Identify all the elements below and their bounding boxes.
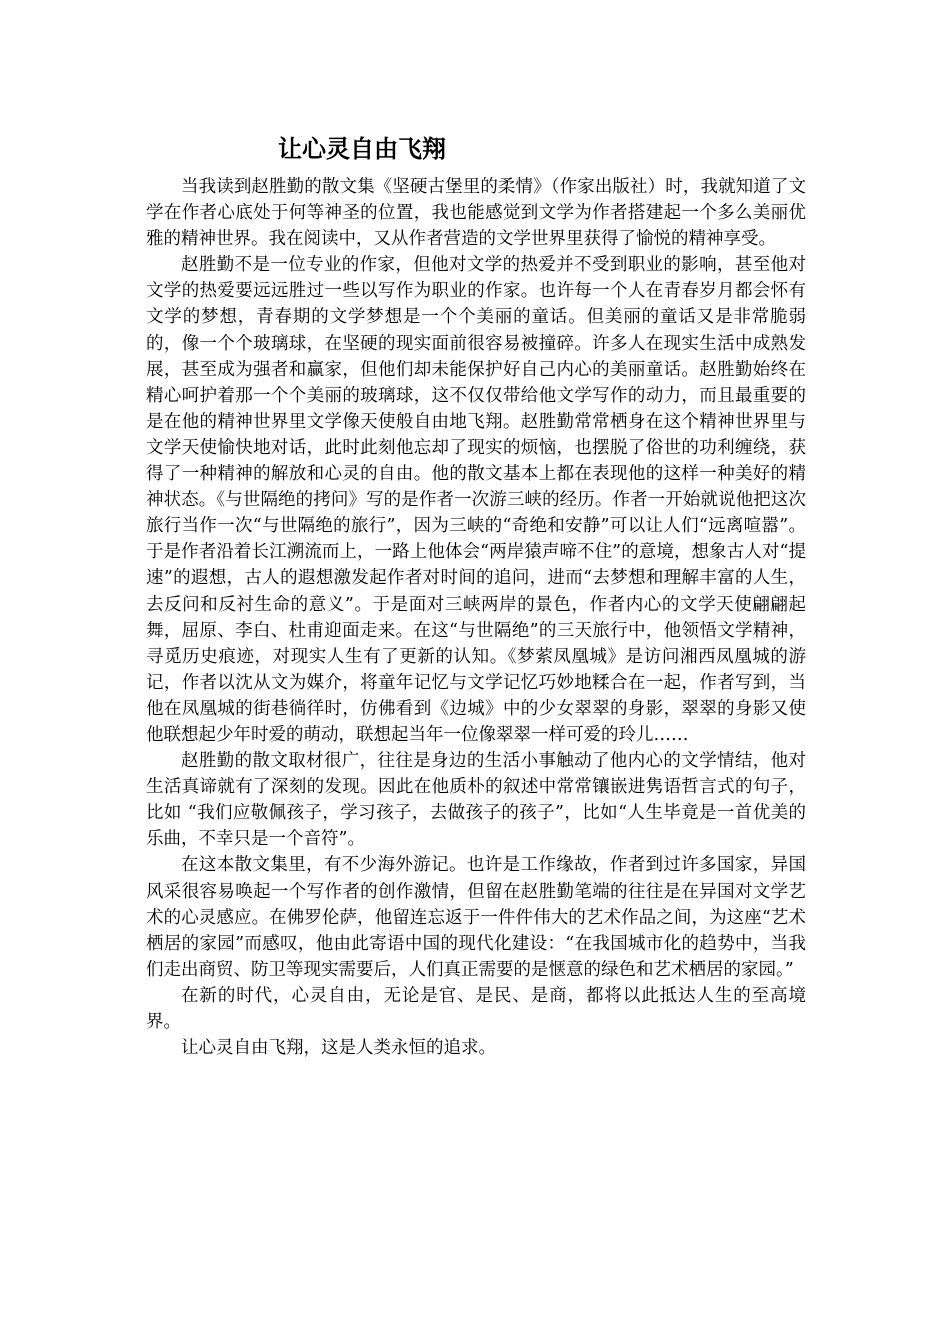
document-body bbox=[146, 174, 806, 1061]
paragraph: 在这本散文集里，有不少海外游记。也许是工作缘故，作者到过许多国家，异国风采很容易唤起一个写作者的创作激情，但留在赵胜勤笔端的往往是在异国对文学艺术的心灵感应。在佛罗伦萨，他留连忘返于一件件伟大的艺术作品之间，为这座“艺术栖居的家园”而感叹，他由此寄语中国的现代化建设：“在我国城市化的趋势中，当我们走出商贸、防卫等现实需要后，人们真正需要的是惬意的绿色和艺术栖居的家园。” bbox=[146, 855, 806, 980]
document-title: 让心灵自由飞翔 bbox=[278, 135, 446, 163]
paragraph: 赵胜勤不是一位专业的作家，但他对文学的热爱并不受到职业的影响，甚至他对文学的热爱要远远胜过一些以写作为职业的作家。也许每一个人在青春岁月都会怀有文学的梦想，青春期的文学梦想是一个个美丽的童话。但美丽的童话又是非常脆弱的，像一个个玻璃球，在坚硬的现实面前很容易被撞碎。许多人在现实生活中成熟发展，甚至成为强者和赢家，但他们却未能保护好自己内心的美丽童话。赵胜勤始终在精心呵护着那一个个美丽的玻璃球，这不仅仅带给他文学写作的动力，而且最重要的是在他的精神世界里文学像天使般自由地飞翔。赵胜勤常常栖身在这个精神世界里与文学天使愉快地对话，此时此刻他忘却了现实的烦恼，也摆脱了俗世的功利缠绕，获得了一种精神的解放和心灵的自由。他的散文基本上都在表现他的这样一种美好的精神状态。《与世隔绝的拷问》写的是作者一次游三峡的经历。作者一开始就说他把这次旅行当作一次“与世隔绝的旅行”，因为三峡的“奇绝和安静”可以让人们“远离喧嚣”。于是作者沿着长江溯流而上，一路上他体会“两岸猿声啼不住”的意境，想象古人对“提速”的遐想，古人的遐想激发起作者对时间的追问，进而“去梦想和理解丰富的人生，去反问和反衬生命的意义”。于是面对三峡两岸的景色，作者内心的文学天使翩翩起舞，屈原、李白、杜甫迎面走来。在这“与世隔绝”的三天旅行中，他领悟文学精神，寻觅历史痕迹，对现实人生有了更新的认知。《梦萦凤凰城》是访问湘西凤凰城的游记，作者以沈从文为媒介，将童年记忆与文学记忆巧妙地糅合在一起，作者写到，当他在凤凰城的街巷徜徉时，仿佛看到《边城》中的少女翠翠的身影，翠翠的身影又使他联想起少年时爱的萌动，联想起当年一位像翠翠一样可爱的玲儿…… bbox=[146, 255, 806, 745]
paragraph: 在新的时代，心灵自由，无论是官、是民、是商，都将以此抵达人生的至高境界。 bbox=[146, 985, 806, 1032]
paragraph: 当我读到赵胜勤的散文集《坚硬古堡里的柔情》（作家出版社）时，我就知道了文学在作者心底处于何等神圣的位置，我也能感觉到文学为作者搭建起一个多么美丽优雅的精神世界。我在阅读中，又从作者营造的文学世界里获得了愉悦的精神享受。 bbox=[146, 177, 806, 250]
paragraph: 让心灵自由飞翔，这是人类永恒的追求。 bbox=[181, 1038, 496, 1059]
paragraph: 赵胜勤的散文取材很广，往往是身边的生活小事触动了他内心的文学情结，他对生活真谛就有了深刻的发现。因此在他质朴的叙述中常常镶嵌进隽语哲言式的句子，比如 “我们应敬佩孩子，学习孩子，去做孩子的孩子”，比如“人生毕竟是一首优美的乐曲，不幸只是一个音符”。 bbox=[146, 751, 806, 850]
